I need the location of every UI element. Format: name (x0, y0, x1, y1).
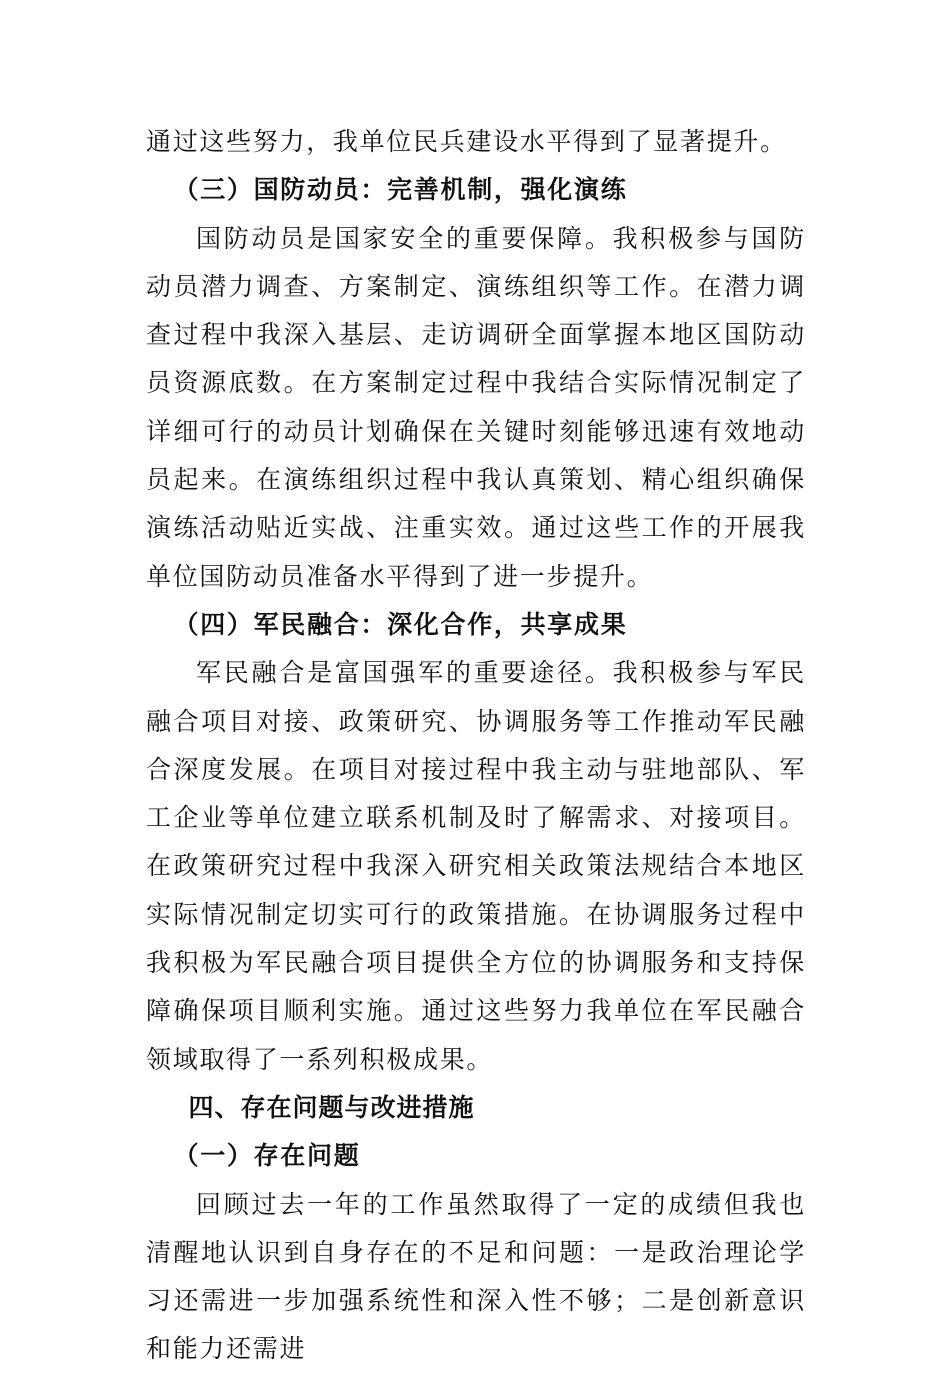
subheading-military-civilian-integration: （四）军民融合：深化合作，共享成果 (173, 609, 628, 639)
subheading-existing-problems: （一）存在问题 (173, 1141, 361, 1171)
section-heading-problems-and-improvements: 四、存在问题与改进措施 (188, 1092, 475, 1122)
document-body (146, 118, 806, 1374)
paragraph-military-civilian-integration: 军民融合是富国强军的重要途径。我积极参与军民融合项目对接、政策研究、协调服务等工作推动军民融合深度发展。在项目对接过程中我主动与驻地部队、军工企业等单位建立联系机制及时了解需求、对接项目。在政策研究过程中我深入研究相关政策法规结合本地区实际情况制定切实可行的政策措施。在协调服务过程中我积极为军民融合项目提供全方位的协调服务和支持保障确保项目顺利实施。通过这些努力我单位在军民融合领域取得了一系列积极成果。 (146, 658, 806, 1074)
paragraph-continuation: 通过这些努力，我单位民兵建设水平得到了显著提升。 (146, 127, 787, 156)
paragraph-existing-problems: 回顾过去一年的工作虽然取得了一定的成绩但我也清醒地认识到自身存在的不足和问题：一是政治理论学习还需进一步加强系统性和深入性不够；二是创新意识和能力还需进 (146, 1189, 806, 1364)
paragraph-national-defense-mobilization: 国防动员是国家安全的重要保障。我积极参与国防动员潜力调查、方案制定、演练组织等工作。在潜力调查过程中我深入基层、走访调研全面掌握本地区国防动员资源底数。在方案制定过程中我结合实际情况制定了详细可行的动员计划确保在关键时刻能够迅速有效地动员起来。在演练组织过程中我认真策划、精心组织确保演练活动贴近实战、注重实效。通过这些工作的开展我单位国防动员准备水平得到了进一步提升。 (146, 223, 806, 591)
subheading-national-defense-mobilization: （三）国防动员：完善机制，强化演练 (173, 175, 628, 205)
